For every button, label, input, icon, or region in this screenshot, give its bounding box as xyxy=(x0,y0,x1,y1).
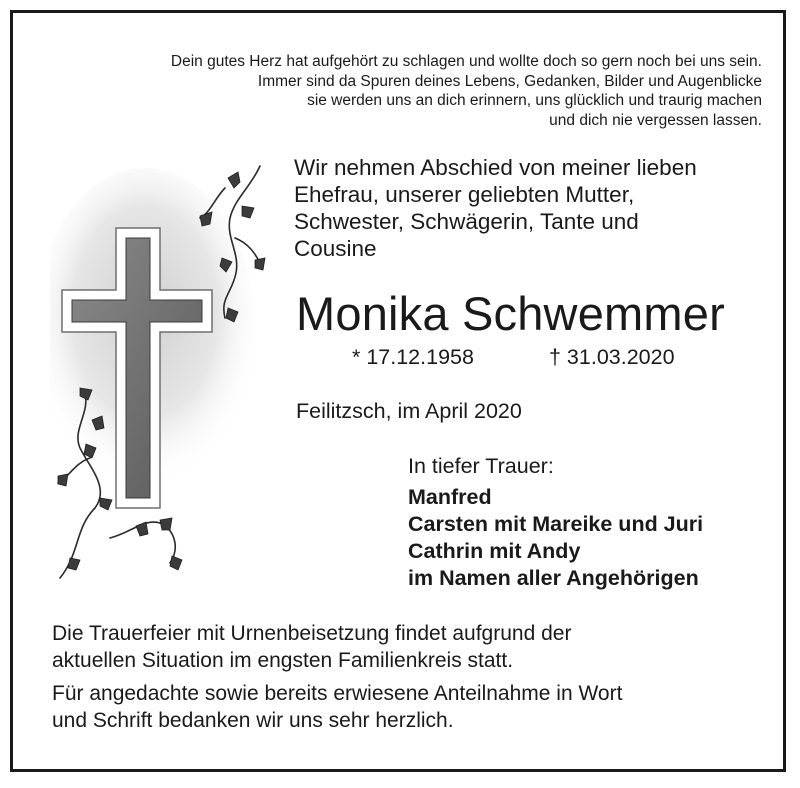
notice-line: Die Trauerfeier mit Urnenbeisetzung findet aufgrund der xyxy=(52,622,572,645)
death-date: † 31.03.2020 xyxy=(549,345,675,369)
mourner-name: Manfred xyxy=(408,485,492,509)
notice-line: und Schrift bedanken wir uns sehr herzlich. xyxy=(52,709,454,732)
farewell-line: Ehefrau, unserer geliebten Mutter, xyxy=(294,182,635,207)
farewell-line: Cousine xyxy=(294,236,377,261)
poem-line: sie werden uns an dich erinnern, uns glücklich und traurig machen xyxy=(307,92,762,109)
memorial-poem xyxy=(42,52,762,130)
notice-line: aktuellen Situation im engsten Familienkreis statt. xyxy=(52,649,514,672)
mourner-name: Cathrin mit Andy xyxy=(408,539,581,563)
poem-line: und dich nie vergessen lassen. xyxy=(549,111,762,129)
mourner-name: Carsten mit Mareike und Juri xyxy=(408,512,704,536)
mourner-name: im Namen aller Angehörigen xyxy=(408,566,699,590)
farewell-text xyxy=(294,154,764,262)
poem-line: Immer sind da Spuren deines Lebens, Gedanken, Bilder und Augenblicke xyxy=(257,72,762,90)
poem-line: Dein gutes Herz hat aufgehört zu schlagen und wollte doch so gern noch bei uns sein. xyxy=(170,53,762,70)
birth-date: * 17.12.1958 xyxy=(352,345,474,369)
ceremony-notice xyxy=(52,620,752,674)
deceased-name: Monika Schwemmer xyxy=(296,287,725,340)
thanks-notice xyxy=(52,680,752,734)
farewell-line: Wir nehmen Abschied von meiner lieben xyxy=(294,155,697,180)
notice-line: Für angedachte sowie bereits erwiesene Anteilnahme in Wort xyxy=(52,682,623,705)
place-and-date: Feilitzsch, im April 2020 xyxy=(296,399,522,423)
farewell-line: Schwester, Schwägerin, Tante und xyxy=(294,209,639,234)
mourners-list xyxy=(408,484,703,592)
cross-with-ivy-illustration xyxy=(50,158,290,588)
mourning-label: In tiefer Trauer: xyxy=(408,454,554,478)
